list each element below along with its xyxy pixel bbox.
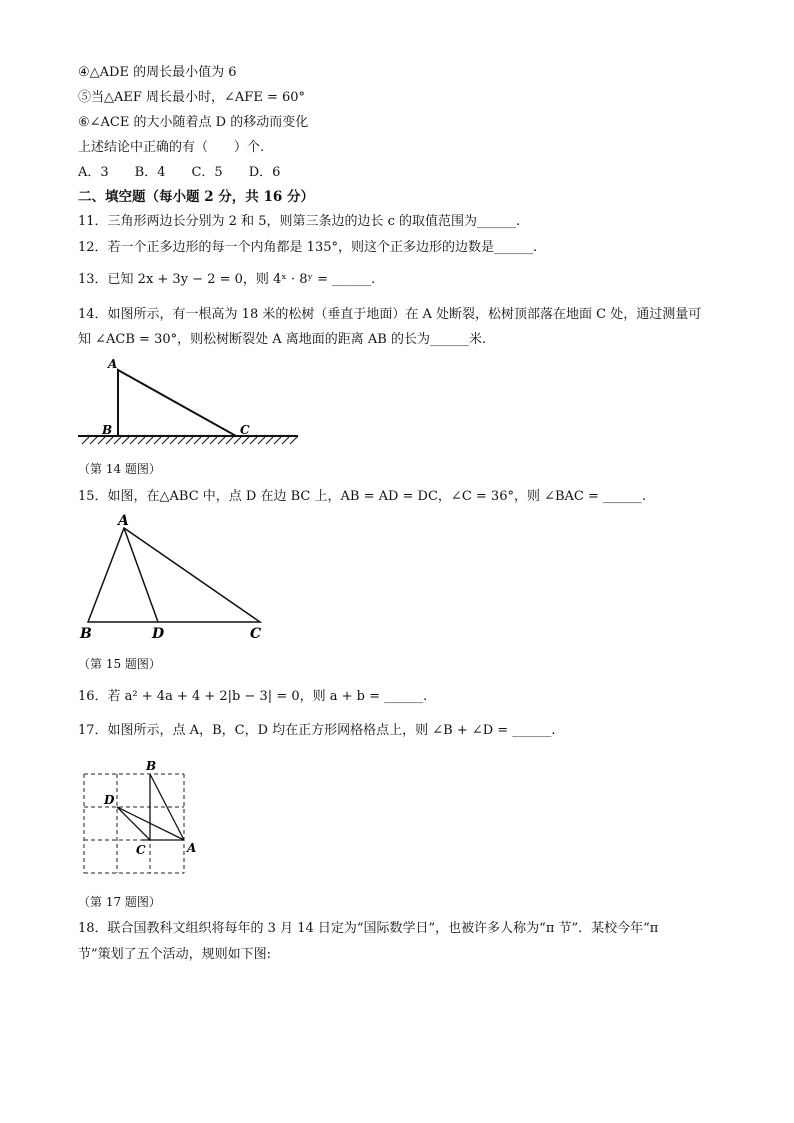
figure-17 — [76, 756, 206, 881]
section-heading: 二、填空题（每小题 2 分，共 16 分） — [78, 189, 314, 205]
label-d: D — [152, 626, 165, 642]
question-12: 12．若一个正多边形的每一个内角都是 135°，则这个正多边形的边数是______. — [78, 240, 538, 255]
segment-ad — [124, 528, 158, 622]
question-13: 13．已知 2x + 3y − 2 = 0，则 4ˣ · 8ʸ = ______. — [78, 272, 376, 287]
statement-6: ⑥∠ACE 的大小随着点 D 的移动而变化 — [78, 115, 309, 130]
label-c: C — [136, 843, 146, 857]
ground-hatching — [78, 436, 298, 444]
label-b: B — [146, 759, 157, 773]
question-18-line-1: 18．联合国教科文组织将每年的 3 月 14 日定为“国际数学日”，也被许多人称为“π 节”．某校今年“π — [78, 921, 659, 936]
figure-15 — [76, 512, 276, 642]
caption-17: （第 17 题图） — [78, 895, 161, 909]
statement-5: ⑤当△AEF 周长最小时，∠AFE = 60° — [78, 90, 306, 105]
label-c: C — [250, 626, 262, 642]
question-16: 16．若 a² + 4a + 4 + 2|b − 3| = 0，则 a + b = ______. — [78, 689, 428, 704]
label-a: A — [108, 357, 118, 371]
tree-triangle — [118, 370, 236, 436]
question-15: 15．如图，在△ABC 中，点 D 在边 BC 上，AB = AD = DC，∠C = 36°，则 ∠BAC = ______. — [78, 489, 647, 504]
caption-14: （第 14 题图） — [78, 462, 161, 476]
question-10-prompt: 上述结论中正确的有（ ）个. — [78, 140, 265, 155]
triangle-abc — [88, 528, 260, 622]
question-11: 11．三角形两边长分别为 2 和 5，则第三条边的边长 c 的取值范围为______. — [78, 214, 521, 229]
label-d: D — [104, 793, 115, 807]
question-14-line-1: 14．如图所示，有一根高为 18 米的松树（垂直于地面）在 A 处断裂，松树顶部落在地面 C 处，通过测量可 — [78, 307, 702, 322]
question-17: 17．如图所示，点 A，B，C，D 均在正方形网格格点上，则 ∠B + ∠D = ______. — [78, 723, 556, 738]
label-a: A — [187, 841, 197, 855]
caption-15: （第 15 题图） — [78, 657, 161, 671]
label-b: B — [80, 626, 92, 642]
figure-14 — [76, 356, 306, 446]
label-a: A — [118, 513, 129, 529]
question-18-line-2: 节”策划了五个活动，规则如下图: — [78, 947, 272, 962]
statement-4: ④△ADE 的周长最小值为 6 — [78, 65, 237, 80]
question-10-options: A．3 B．4 C．5 D．6 — [78, 165, 281, 180]
question-14-line-2: 知 ∠ACB = 30°，则松树断裂处 A 离地面的距离 AB 的长为______米. — [78, 332, 487, 347]
label-b: B — [102, 423, 113, 437]
label-c: C — [240, 423, 250, 437]
